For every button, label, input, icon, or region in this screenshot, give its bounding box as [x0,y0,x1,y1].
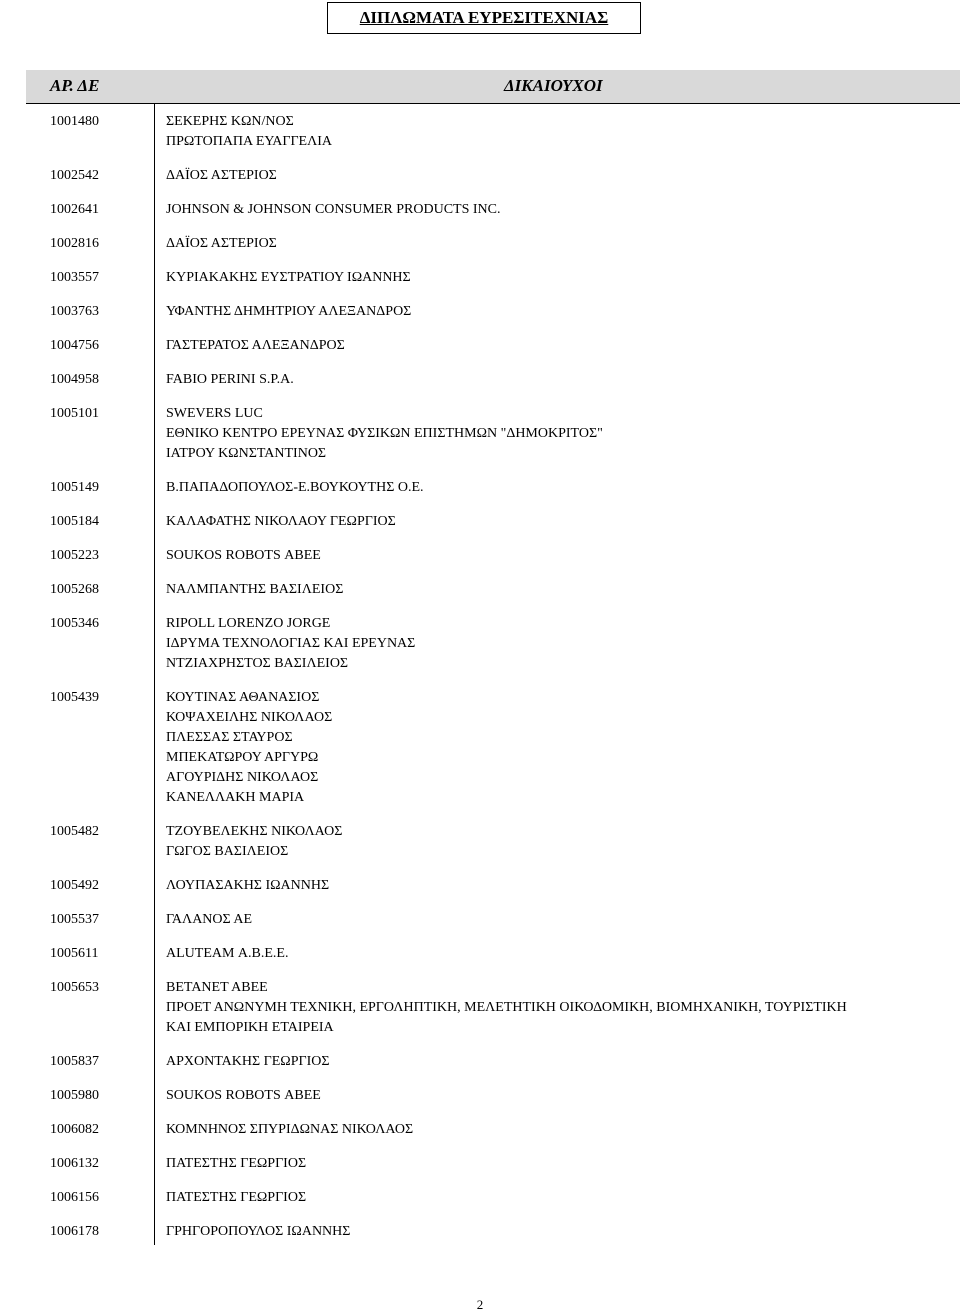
beneficiary-list [166,944,960,964]
patent-number: 1006132 [50,1156,99,1171]
patent-number: 1005537 [50,912,99,927]
table-header-band [26,70,960,104]
beneficiary-list [166,336,960,356]
table-row [0,404,960,464]
beneficiary-list [166,1222,960,1242]
patent-number: 1006178 [50,1224,99,1239]
beneficiary-list [166,200,960,220]
patent-number: 1005149 [50,480,99,495]
beneficiary-name: ΚΑΙ ΕΜΠΟΡΙΚΗ ΕΤΑΙΡΕΙΑ [166,1020,334,1035]
beneficiary-name: ΠΑΤΕΣΤΗΣ ΓΕΩΡΓΙΟΣ [166,1156,307,1171]
beneficiary-name: ΒΕΤΑΝΕΤ ΑΒΕΕ [166,980,268,995]
beneficiary-list [166,512,960,532]
table-row [0,1154,960,1174]
beneficiary-list [166,166,960,186]
column-header-number: ΑΡ. ΔΕ [50,76,100,95]
beneficiary-name: ΥΦΑΝΤΗΣ ΔΗΜΗΤΡΙΟΥ ΑΛΕΞΑΝΔΡΟΣ [166,304,412,319]
table-row [0,200,960,220]
table-row [0,1188,960,1208]
table-row [0,112,960,152]
beneficiary-name: ΠΑΤΕΣΤΗΣ ΓΕΩΡΓΙΟΣ [166,1190,307,1205]
beneficiary-name: FABIO PERINI S.P.A. [166,372,294,387]
patent-number: 1004958 [50,372,99,387]
patent-number: 1005611 [50,946,99,961]
beneficiary-name: ΙΑΤΡΟΥ ΚΩΝΣΤΑΝΤΙΝΟΣ [166,446,327,461]
beneficiary-name: ΝΑΛΜΠΑΝΤΗΣ ΒΑΣΙΛΕΙΟΣ [166,582,344,597]
patent-number: 1006082 [50,1122,99,1137]
beneficiary-list [166,1120,960,1140]
table-row [0,268,960,288]
beneficiary-name: ΚΟΥΤΙΝΑΣ ΑΘΑΝΑΣΙΟΣ [166,690,320,705]
beneficiary-name: JOHNSON & JOHNSON CONSUMER PRODUCTS INC. [166,202,501,217]
table-row [0,512,960,532]
table-row [0,234,960,254]
table-row [0,614,960,674]
beneficiary-name: ALUTEAM Α.Β.Ε.Ε. [166,946,289,961]
table-row [0,302,960,322]
table-row [0,1086,960,1106]
beneficiary-name: ΠΡΟΕΤ ΑΝΩΝΥΜΗ ΤΕΧΝΙΚΗ, ΕΡΓΟΛΗΠΤΙΚΗ, ΜΕΛΕΤΗΤΙΚΗ ΟΙΚΟΔΟΜΙΚΗ, ΒΙΟΜΗΧΑΝΙΚΗ, ΤΟΥΡΙΣΤΙΚΗ [166,1000,847,1015]
beneficiary-name: ΓΑΣΤΕΡΑΤΟΣ ΑΛΕΞΑΝΔΡΟΣ [166,338,345,353]
beneficiary-list [166,546,960,566]
beneficiary-list [166,1188,960,1208]
table-row [0,336,960,356]
beneficiary-name: ΓΩΓΟΣ ΒΑΣΙΛΕΙΟΣ [166,844,289,859]
page-number: 2 [476,1297,484,1312]
beneficiary-list [166,112,960,152]
beneficiary-name: ΚΥΡΙΑΚΑΚΗΣ ΕΥΣΤΡΑΤΙΟΥ ΙΩΑΝΝΗΣ [166,270,411,285]
patent-number: 1005346 [50,616,99,631]
patent-number: 1002542 [50,168,99,183]
beneficiary-list [166,580,960,600]
table-row [0,876,960,896]
patent-list [0,112,960,1256]
patent-number: 1002816 [50,236,99,251]
beneficiary-name: ΕΘΝΙΚΟ ΚΕΝΤΡΟ ΕΡΕΥΝΑΣ ΦΥΣΙΚΩΝ ΕΠΙΣΤΗΜΩΝ "ΔΗΜΟΚΡΙΤΟΣ" [166,426,603,441]
beneficiary-list [166,1154,960,1174]
beneficiary-name: SOUKOS ROBOTS ΑΒΕΕ [166,548,321,563]
patent-number: 1005837 [50,1054,99,1069]
beneficiary-list [166,910,960,930]
beneficiary-name: SWEVERS LUC [166,406,263,421]
beneficiary-list [166,876,960,896]
beneficiary-name: ΑΓΟΥΡΙΔΗΣ ΝΙΚΟΛΑΟΣ [166,770,319,785]
document-title: ΔΙΠΛΩΜΑΤΑ ΕΥΡΕΣΙΤΕΧΝΙΑΣ [327,2,641,34]
patent-number: 1005101 [50,406,99,421]
beneficiary-name: ΠΛΕΣΣΑΣ ΣΤΑΥΡΟΣ [166,730,293,745]
beneficiary-name: ΜΠΕΚΑΤΩΡΟΥ ΑΡΓΥΡΩ [166,750,319,765]
beneficiary-name: ΛΟΥΠΑΣΑΚΗΣ ΙΩΑΝΝΗΣ [166,878,330,893]
patent-number: 1003557 [50,270,99,285]
table-row [0,546,960,566]
table-row [0,688,960,808]
beneficiary-name: ΓΡΗΓΟΡΟΠΟΥΛΟΣ ΙΩΑΝΝΗΣ [166,1224,351,1239]
beneficiary-name: Β.ΠΑΠΑΔΟΠΟΥΛΟΣ-Ε.ΒΟΥΚΟΥΤΗΣ Ο.Ε. [166,480,424,495]
beneficiary-name: ΚΟΨΑΧΕΙΛΗΣ ΝΙΚΟΛΑΟΣ [166,710,333,725]
patent-number: 1005184 [50,514,99,529]
beneficiary-name: ΚΑΛΑΦΑΤΗΣ ΝΙΚΟΛΑΟΥ ΓΕΩΡΓΙΟΣ [166,514,396,529]
table-row [0,944,960,964]
beneficiary-name: RIPOLL LORENZO JORGE [166,616,331,631]
beneficiary-name: ΝΤΖΙΑΧΡΗΣΤΟΣ ΒΑΣΙΛΕΙΟΣ [166,656,349,671]
beneficiary-list [166,370,960,390]
beneficiary-name: ΤΖΟΥΒΕΛΕΚΗΣ ΝΙΚΟΛΑΟΣ [166,824,343,839]
patent-number: 1001480 [50,114,99,129]
patent-number: 1005482 [50,824,99,839]
beneficiary-name: ΔΑΪΟΣ ΑΣΤΕΡΙΟΣ [166,236,277,251]
beneficiary-list [166,822,960,862]
patent-number: 1005492 [50,878,99,893]
table-row [0,580,960,600]
table-row [0,822,960,862]
beneficiary-name: SOUKOS ROBOTS ΑΒΕΕ [166,1088,321,1103]
beneficiary-list [166,614,960,674]
beneficiary-list [166,1052,960,1072]
beneficiary-name: ΙΔΡΥΜΑ ΤΕΧΝΟΛΟΓΙΑΣ ΚΑΙ ΕΡΕΥΝΑΣ [166,636,416,651]
table-row [0,978,960,1038]
patent-number: 1005223 [50,548,99,563]
beneficiary-list [166,302,960,322]
beneficiary-name: ΣΕΚΕΡΗΣ ΚΩΝ/ΝΟΣ [166,114,294,129]
table-row [0,370,960,390]
column-header-beneficiaries: ΔΙΚΑΙΟΥΧΟΙ [504,76,603,95]
beneficiary-list [166,234,960,254]
beneficiary-name: ΚΑΝΕΛΛΑΚΗ ΜΑΡΙΑ [166,790,305,805]
beneficiary-name: ΔΑΪΟΣ ΑΣΤΕΡΙΟΣ [166,168,277,183]
table-row [0,166,960,186]
beneficiary-list [166,688,960,808]
beneficiary-name: ΓΑΛΑΝΟΣ ΑΕ [166,912,253,927]
patent-number: 1004756 [50,338,99,353]
table-row [0,910,960,930]
patent-number: 1006156 [50,1190,99,1205]
beneficiary-list [166,1086,960,1106]
beneficiary-name: ΑΡΧΟΝΤΑΚΗΣ ΓΕΩΡΓΙΟΣ [166,1054,330,1069]
patent-number: 1005268 [50,582,99,597]
table-row [0,1222,960,1242]
beneficiary-list [166,978,960,1038]
beneficiary-name: ΠΡΩΤΟΠΑΠΑ ΕΥΑΓΓΕΛΙΑ [166,134,333,149]
patent-number: 1003763 [50,304,99,319]
beneficiary-name: ΚΟΜΝΗΝΟΣ ΣΠΥΡΙΔΩΝΑΣ ΝΙΚΟΛΑΟΣ [166,1122,414,1137]
beneficiary-list [166,478,960,498]
beneficiary-list [166,268,960,288]
table-row [0,478,960,498]
table-row [0,1120,960,1140]
table-row [0,1052,960,1072]
beneficiary-list [166,404,960,464]
patent-number: 1002641 [50,202,99,217]
patent-number: 1005980 [50,1088,99,1103]
patent-number: 1005653 [50,980,99,995]
patent-number: 1005439 [50,690,99,705]
